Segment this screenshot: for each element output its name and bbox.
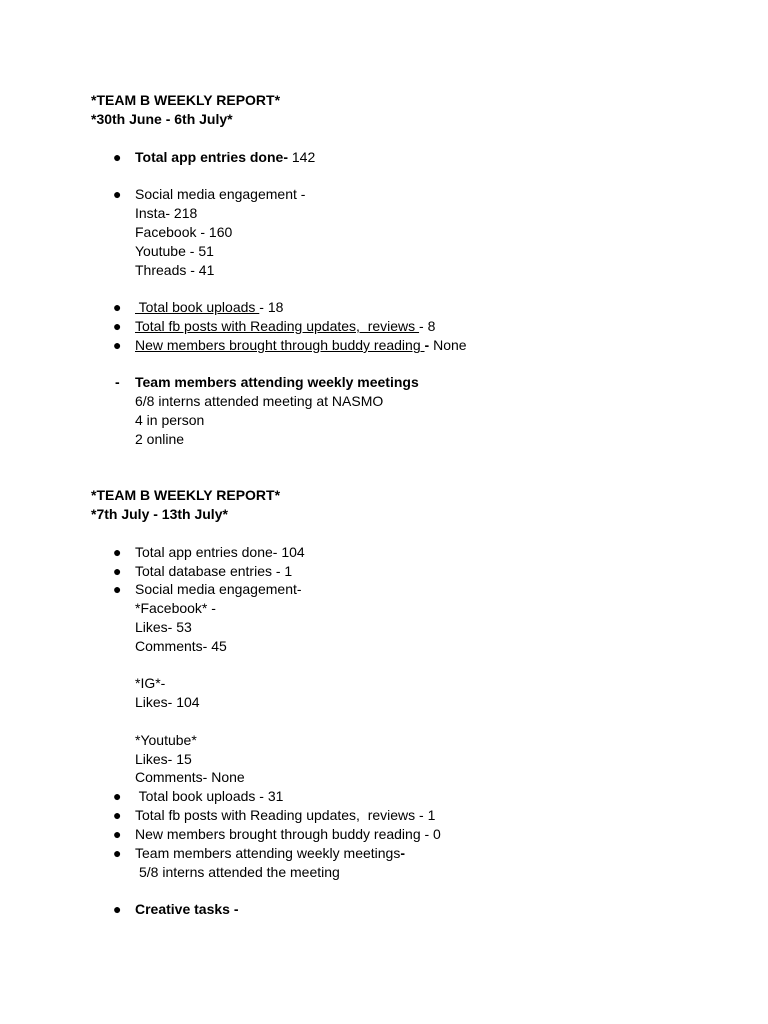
r1-youtube: Youtube - 51 — [135, 243, 214, 259]
bullet: ● — [113, 826, 122, 842]
r1-insta: Insta- 218 — [135, 205, 198, 221]
r1-facebook: Facebook - 160 — [135, 224, 233, 240]
r2-fb-comments: Comments- 45 — [135, 638, 227, 654]
r1-meetings-label: Team members attending weekly meetings — [135, 374, 419, 390]
report1-date: *30th June - 6th July* — [91, 111, 233, 127]
dash-marker: - — [115, 374, 120, 390]
r2-book-uploads: Total book uploads - 31 — [135, 788, 284, 804]
report1-title: *TEAM B WEEKLY REPORT* — [91, 92, 281, 108]
bullet: ● — [113, 581, 122, 597]
r1-meetings-line2: 4 in person — [135, 412, 205, 428]
bullet: ● — [113, 563, 122, 579]
r2-ig-likes: Likes- 104 — [135, 694, 200, 710]
r2-fb-posts: Total fb posts with Reading updates, reviews - 1 — [135, 807, 436, 823]
r2-ig-header: *IG*- — [135, 675, 166, 691]
report2-date: *7th July - 13th July* — [91, 506, 228, 522]
r1-new-members — [135, 336, 467, 355]
r1-app-entries-value: 142 — [287, 149, 316, 165]
r2-meetings — [135, 844, 405, 863]
bullet: ● — [113, 149, 122, 165]
r2-creative-label: Creative tasks - — [135, 901, 239, 917]
bullet: ● — [113, 186, 122, 202]
r2-meetings-label: Team members attending weekly meetings — [135, 845, 401, 861]
r1-threads: Threads - 41 — [135, 262, 215, 278]
bullet: ● — [113, 544, 122, 560]
bullet: ● — [113, 318, 122, 334]
r1-book-uploads-value: - 18 — [259, 299, 284, 315]
r2-meetings-line1: 5/8 interns attended the meeting — [139, 864, 340, 880]
r2-app-entries: Total app entries done- 104 — [135, 544, 305, 560]
r1-social-label: Social media engagement - — [135, 186, 306, 202]
bullet: ● — [113, 788, 122, 804]
r2-fb-likes: Likes- 53 — [135, 619, 192, 635]
r1-fb-posts — [135, 317, 435, 336]
bullet: ● — [113, 845, 122, 861]
r2-yt-comments: Comments- None — [135, 769, 245, 785]
r2-social-label: Social media engagement- — [135, 581, 302, 597]
r1-book-uploads — [135, 298, 283, 317]
r2-fb-header: *Facebook* - — [135, 600, 216, 616]
r1-app-entries-label: Total app entries done- — [135, 149, 288, 165]
bullet: ● — [113, 901, 122, 917]
bullet: ● — [113, 299, 122, 315]
r2-yt-likes: Likes- 15 — [135, 751, 192, 767]
bullet: ● — [113, 807, 122, 823]
r2-meetings-dash: - — [400, 845, 406, 861]
r1-meetings-line1: 6/8 interns attended meeting at NASMO — [135, 393, 384, 409]
r1-new-members-dash: - — [424, 337, 430, 353]
r1-meetings-line3: 2 online — [135, 431, 185, 447]
report2-title: *TEAM B WEEKLY REPORT* — [91, 487, 281, 503]
r1-fb-posts-value: - 8 — [419, 318, 436, 334]
r2-database-entries: Total database entries - 1 — [135, 563, 293, 579]
r2-yt-header: *Youtube* — [135, 732, 197, 748]
r1-book-uploads-label: Total book uploads — [135, 299, 260, 315]
r1-app-entries — [135, 148, 315, 167]
bullet: ● — [113, 337, 122, 353]
r1-fb-posts-label: Total fb posts with Reading updates, reviews — [135, 318, 420, 334]
r1-new-members-value: None — [429, 337, 467, 353]
r1-new-members-label: New members brought through buddy reading — [135, 337, 425, 353]
r2-new-members: New members brought through buddy reading - 0 — [135, 826, 441, 842]
